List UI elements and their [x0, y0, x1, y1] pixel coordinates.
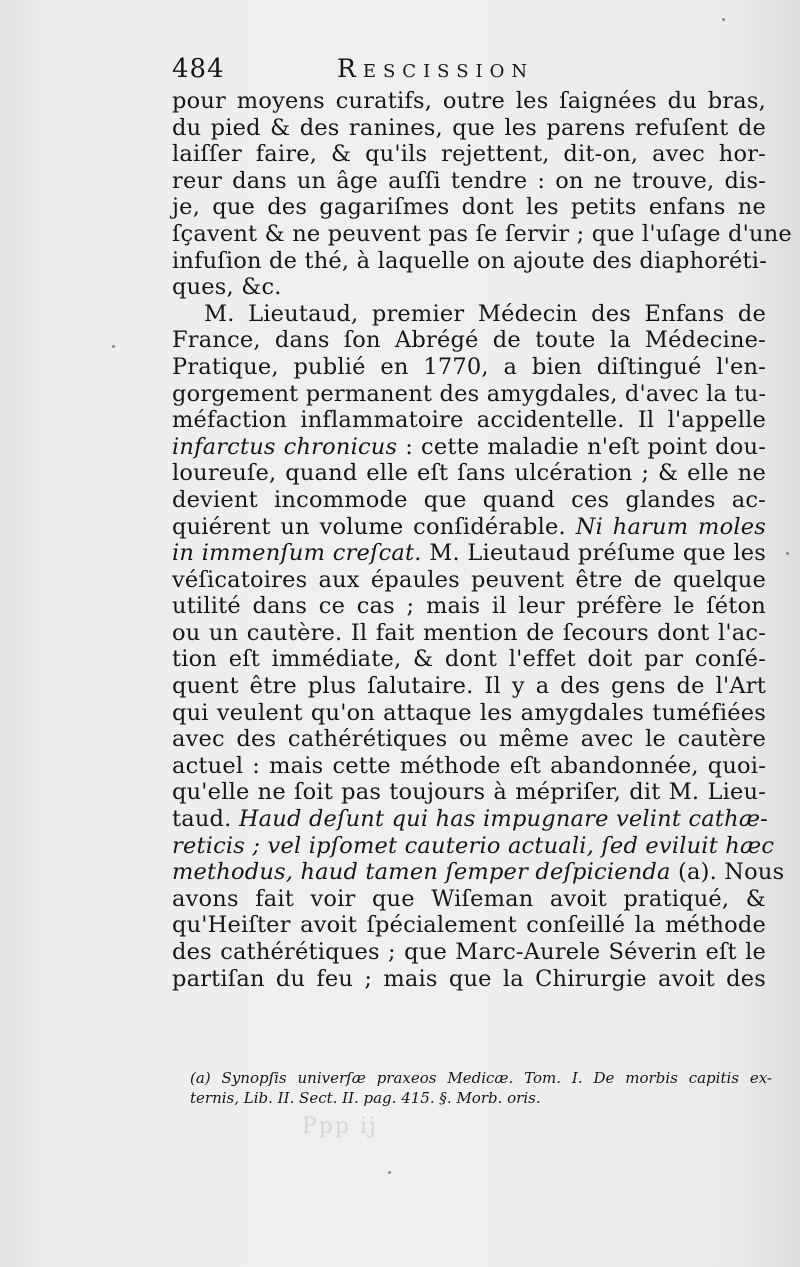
signature-mark: Ppp ij — [302, 1114, 378, 1139]
paragraph-start-line: M. Lieutaud, premier Médecin des Enfans de — [204, 300, 766, 327]
running-title: Rescission — [337, 54, 535, 83]
text-line: methodus, haud tamen ſemper deſpicienda (a). Nous — [172, 859, 785, 886]
text-line: infarctus chronicus : cette maladie n'eſt point dou- — [172, 433, 767, 460]
text-line: Pratique, publié en 1770, a bien diſtingué l'en- — [172, 353, 766, 380]
text-line: France, dans ſon Abrégé de toute la Médecine- — [172, 327, 766, 354]
footnote-line: ternis, Lib. II. Sect. II. pag. 415. §. Morb. oris. — [190, 1089, 541, 1107]
text-line: méfaction inflammatoire accidentelle. Il l'appelle — [172, 407, 766, 434]
text-line: reticis ; vel ipſomet cauterio actuali, ſed eviluit hæc — [172, 832, 775, 859]
footnote-line: (a) Synopſis univerſæ praxeos Medicæ. Tom. I. De morbis capitis ex- — [190, 1069, 772, 1087]
text-line: ques, &c. — [172, 274, 282, 301]
footnote — [190, 1068, 772, 1108]
text-line: ou un cautère. Il fait mention de ſecours dont l'ac- — [172, 619, 766, 646]
text-line: infuſion de thé, à laquelle on ajoute des diaphoréti- — [172, 247, 767, 274]
paper-speck — [112, 345, 115, 348]
paper-speck — [786, 552, 789, 555]
text-line: in immenſum creſcat. M. Lieutaud préſume que les — [172, 540, 766, 567]
text-line: actuel : mais cette méthode eſt abandonnée, quoi- — [172, 752, 766, 779]
paper-speck — [722, 18, 725, 21]
text-line: véſicatoires aux épaules peuvent être de quelque — [172, 566, 766, 593]
text-line: utilité dans ce cas ; mais il leur préfère le ſéton — [172, 593, 766, 620]
text-line: reur dans un âge auſſi tendre : on ne trouve, dis- — [172, 167, 766, 194]
page-number: 484 — [172, 54, 225, 84]
text-line: des cathérétiques ; que Marc-Aurele Séverin eſt le — [172, 939, 766, 965]
text-line: pour moyens curatifs, outre les ſaignées du bras, — [172, 88, 766, 114]
text-line: loureuſe, quand elle eſt ſans ulcération ; & elle ne — [172, 460, 766, 487]
text-line: qu'Heiſter avoit ſpécialement conſeillé la méthode — [172, 912, 766, 939]
paper-speck — [388, 1171, 391, 1174]
text-line: qui veulent qu'on attaque les amygdales tuméfiées — [172, 699, 766, 726]
text-line: je, que des gagariſmes dont les petits enfans ne — [172, 194, 766, 221]
text-line: du pied & des ranines, que les parens refuſent de — [172, 114, 766, 141]
text-line: ſçavent & ne peuvent pas ſe ſervir ; que l'uſage d'une — [172, 220, 792, 247]
text-line: gorgement permanent des amygdales, d'avec la tu- — [172, 380, 767, 407]
text-line: quiérent un volume conſidérable. Ni harum moles — [172, 513, 766, 540]
text-line: taud. Haud deſunt qui has impugnare velint cathæ- — [172, 806, 768, 833]
text-line: avec des cathérétiques ou même avec le cautère — [172, 726, 766, 753]
body-text — [172, 88, 792, 992]
text-line: quent être plus ſalutaire. Il y a des gens de l'Art — [172, 673, 766, 700]
text-line: qu'elle ne ſoit pas toujours à mépriſer, dit M. Lieu- — [172, 779, 766, 806]
text-line: devient incommode que quand ces glandes ac- — [172, 486, 766, 513]
text-line: tion eſt immédiate, & dont l'effet doit par conſé- — [172, 646, 766, 673]
text-line: laiſſer faire, & qu'ils rejettent, dit-on, avec hor- — [172, 141, 766, 168]
text-line: avons fait voir que Wiſeman avoit pratiqué, & — [172, 885, 766, 912]
text-line: partiſan du feu ; mais que la Chirurgie avoit des — [172, 965, 766, 992]
